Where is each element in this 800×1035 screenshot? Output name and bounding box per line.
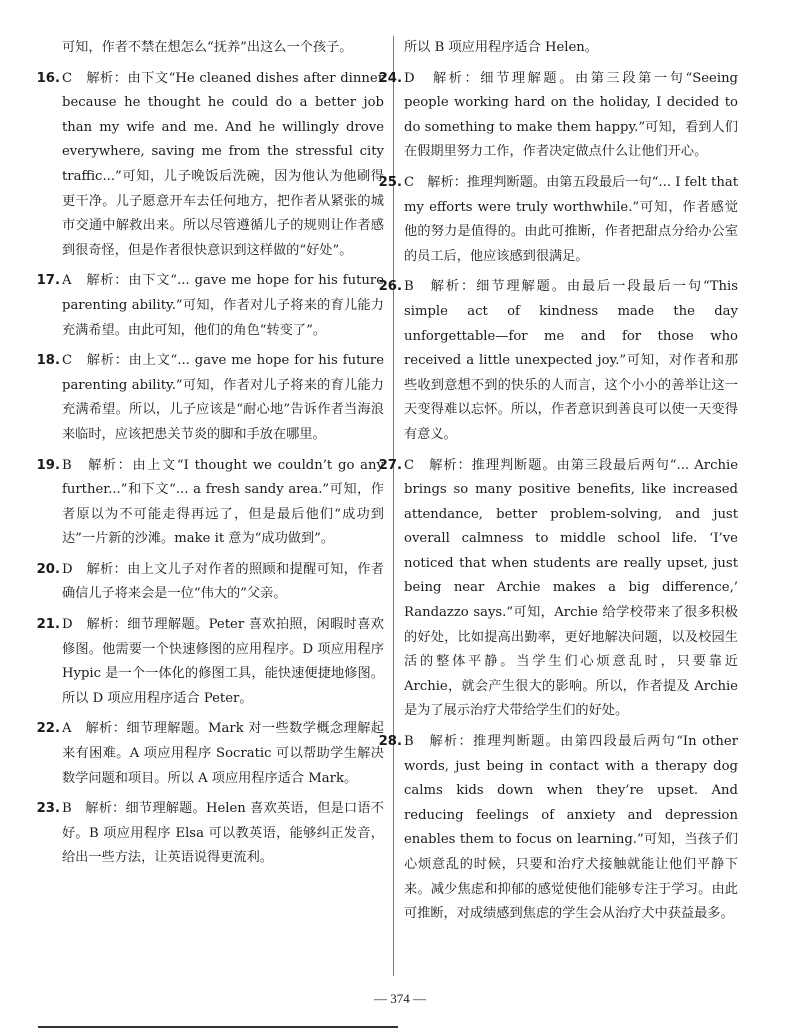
question-number: 28. xyxy=(378,734,402,750)
answer-explanation: B 解析：细节理解题。由最后一段最后一句“This simple act of kindness made the day unforgettable—for me and for those who received a little unexpected joy.”可知，对作者和那些收到意想不到的快乐的人而言，这个小小的善举让这一天变得难以忘怀。所以，作者意识到善良可以使一天变得有意义。 xyxy=(404,279,738,442)
answer-explanation: D 解析：由上文儿子对作者的照顾和提醒可知，作者确信儿子将来会是一位“伟大的”父亲。 xyxy=(62,561,384,602)
answer-explanation: B 解析：由上文“I thought we couldn’t go any further...”和下文“... a fresh sandy area.”可知，作者原以为不可能走得再远了，但是最后他们“成功到达”一片新的沙滩。make it 意为“成功做到”。 xyxy=(62,457,384,547)
question-number: 27. xyxy=(378,457,402,473)
answer-entry-17 xyxy=(36,269,384,343)
question-number: 24. xyxy=(378,70,402,86)
answer-entry-25 xyxy=(378,171,738,269)
answer-explanation: C 解析：由下文“He cleaned dishes after dinner because he thought he could do a better job than my wife and me. And he willingly drove everywhere, saving me from the stressful city traffic...”可知，儿子晚饭后洗碗，因为他认为他刷得更干净。儿子愿意开车去任何地方，把作者从紧张的城市交通中解救出来。所以尽管遵循儿子的规则让作者感到很奇怪，但是作者很快意识到这样做的“好处”。 xyxy=(62,70,384,258)
answer-entry-20 xyxy=(36,558,384,607)
answer-explanation: D 解析：细节理解题。Peter 喜欢拍照，闲暇时喜欢修图。他需要一个快速修图的应用程序。D 项应用程序 Hypic 是一个一体化的修图工具，能快速便捷地修图。所以 D 项应用程序适合 Peter。 xyxy=(62,617,384,706)
answer-explanation: B 解析：细节理解题。Helen 喜欢英语，但是口语不好。B 项应用程序 Elsa 可以教英语，能够纠正发音，给出一些方法，让英语说得更流利。 xyxy=(62,801,384,866)
question-number: 17. xyxy=(36,273,60,289)
answer-entry-28 xyxy=(378,730,738,927)
answer-explanation: A 解析：细节理解题。Mark 对一些数学概念理解起来有困难。A 项应用程序 Socratic 可以帮助学生解决数学问题和项目。所以 A 项应用程序适合 Mark。 xyxy=(62,721,384,786)
question-number: 16. xyxy=(36,70,60,86)
question-number: 19. xyxy=(36,457,60,473)
answer-entry-16 xyxy=(36,67,384,264)
question-number: 21. xyxy=(36,617,60,633)
question-number: 26. xyxy=(378,279,402,295)
answer-entry-19 xyxy=(36,454,384,552)
answer-entry-23 xyxy=(36,797,384,871)
question-number: 23. xyxy=(36,801,60,817)
question-number: 22. xyxy=(36,721,60,737)
answer-entry-24 xyxy=(378,67,738,165)
footer-rule xyxy=(38,1026,398,1028)
right-column xyxy=(378,36,738,933)
answer-explanation: B 解析：推理判断题。由第四段最后两句“In other words, just being in contact with a therapy dog calms kids down when they’re upset. And reducing feelings of anxiety and depression enables them to focus on learning.”可知，当孩子们心烦意乱的时候，只要和治疗犬接触就能让他们平静下来。减少焦虑和抑郁的感觉使他们能够专注于学习。由此可推断，对成绩感到焦虑的学生会从治疗犬中获益最多。 xyxy=(404,734,738,922)
left-continuation: 可知，作者不禁在想怎么“抚养”出这么一个孩子。 xyxy=(62,40,353,55)
right-continuation: 所以 B 项应用程序适合 Helen。 xyxy=(404,40,598,55)
answer-explanation: C 解析：推理判断题。由第五段最后一句“... I felt that my efforts were truly worthwhile.”可知，作者感觉他的努力是值得的。由此可推断，作者把甜点分给办公室的员工后，他应该感到很满足。 xyxy=(404,174,738,264)
page-number: — 374 — xyxy=(374,991,426,1006)
answer-explanation: D 解析：细节理解题。由第三段第一句“Seeing people working hard on the holiday, I decided to do something to make them happy.”可知，看到人们在假期里努力工作，作者决定做点什么让他们开心。 xyxy=(404,70,738,160)
question-number: 18. xyxy=(36,353,60,369)
question-number: 20. xyxy=(36,561,60,577)
answer-entry-27 xyxy=(378,454,738,725)
left-column xyxy=(36,36,384,877)
answer-entry-18 xyxy=(36,349,384,447)
answer-explanation: A 解析：由下文“... gave me hope for his future parenting ability.”可知，作者对儿子将来的育儿能力充满希望。由此可知，他们的角色“转变了”。 xyxy=(62,273,384,338)
answer-explanation: C 解析：推理判断题。由第三段最后两句“... Archie brings so many positive benefits, like increased attendance, better problem-solving, and just overall calmness to middle school life. ‘I’ve noticed that when students are really upset, just being near Archie makes a big difference,’ Randazzo says.”可知，Archie 给学校带来了很多积极的好处，比如提高出勤率，更好地解决问题，以及校园生活的整体平静。当学生们心烦意乱时，只要靠近 Archie，就会产生很大的影响。所以，作者提及 Archie 是为了展示治疗犬带给学生们的好处。 xyxy=(404,457,738,719)
answer-entry-21 xyxy=(36,613,384,711)
question-number: 25. xyxy=(378,174,402,190)
answer-explanation: C 解析：由上文“... gave me hope for his future parenting ability.”可知，作者对儿子将来的育儿能力充满希望。所以，儿子应该是“耐心地”告诉作者当海浪来临时，应该把患关节炎的脚和手放在哪里。 xyxy=(62,353,384,442)
answer-entry-26 xyxy=(378,275,738,447)
answer-entry-22 xyxy=(36,717,384,791)
